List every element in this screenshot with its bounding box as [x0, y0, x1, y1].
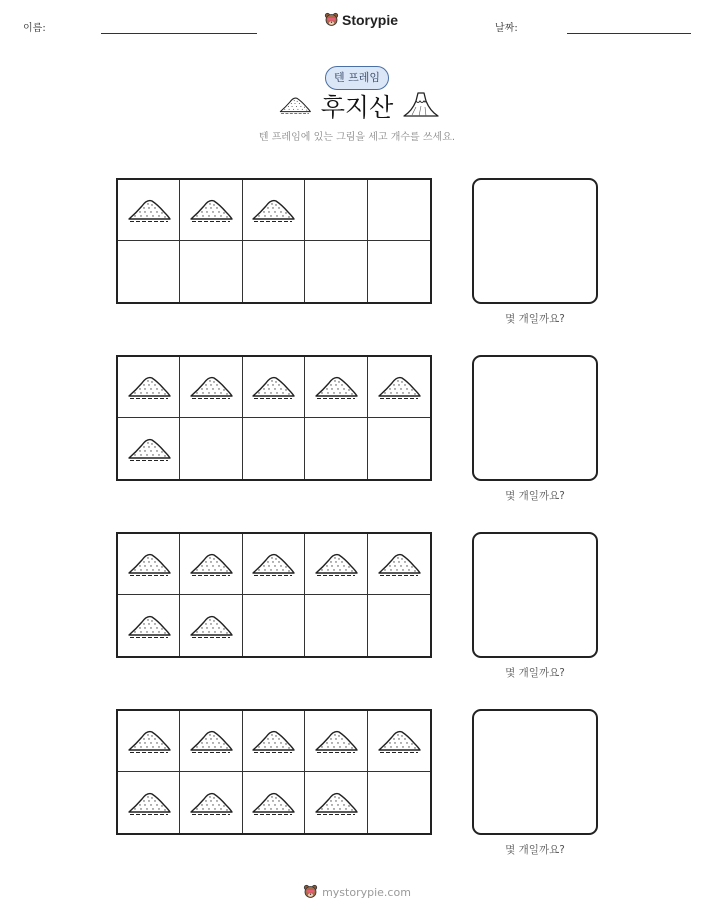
sand-pile-icon: [126, 611, 172, 641]
frame-cell: [305, 241, 367, 302]
frame-cell: [368, 418, 430, 479]
ten-frame-4: [116, 709, 432, 835]
frame-cell: [305, 711, 367, 772]
sand-pile-icon: [376, 549, 422, 579]
frame-cell: [243, 595, 305, 656]
frame-cell: [118, 241, 180, 302]
name-line[interactable]: [101, 33, 257, 34]
answer-box-1[interactable]: [472, 178, 598, 304]
name-label: 이름:: [23, 23, 46, 34]
frame-cell: [180, 595, 242, 656]
page-title: 후지산: [320, 93, 394, 122]
frame-cell: [368, 357, 430, 418]
sand-pile-icon: [126, 195, 172, 225]
sand-pile-icon: [188, 549, 234, 579]
sand-pile-icon: [126, 726, 172, 756]
sand-pile-icon: [376, 726, 422, 756]
frame-cell: [180, 711, 242, 772]
answer-box-2[interactable]: [472, 355, 598, 481]
ten-frame-1: [116, 178, 432, 304]
frame-cell: [305, 534, 367, 595]
frame-cell: [368, 711, 430, 772]
frame-cell: [368, 534, 430, 595]
sand-pile-icon: [250, 195, 296, 225]
question-label-1: 몇 개일까요?: [505, 313, 565, 325]
frame-cell: [305, 180, 367, 241]
sand-pile-icon: [126, 788, 172, 818]
sand-pile-icon: [126, 549, 172, 579]
frame-cell: [118, 180, 180, 241]
sand-pile-icon: [250, 549, 296, 579]
frame-cell: [368, 180, 430, 241]
bear-mascot-icon: [324, 12, 339, 28]
frame-cell: [368, 241, 430, 302]
sand-pile-icon: [313, 372, 359, 402]
frame-cell: [243, 534, 305, 595]
ten-frame-3: [116, 532, 432, 658]
sand-pile-icon: [250, 372, 296, 402]
bear-mascot-icon: [303, 884, 318, 900]
frame-cell: [180, 772, 242, 833]
frame-cell: [243, 180, 305, 241]
frame-cell: [305, 418, 367, 479]
frame-cell: [118, 711, 180, 772]
brand-logo: [324, 12, 398, 28]
ten-frame-2: [116, 355, 432, 481]
sand-pile-icon: [188, 195, 234, 225]
sand-pile-icon: [313, 726, 359, 756]
frame-cell: [118, 418, 180, 479]
question-label-4: 몇 개일까요?: [505, 844, 565, 856]
frame-cell: [368, 772, 430, 833]
frame-cell: [243, 241, 305, 302]
frame-cell: [118, 595, 180, 656]
frame-cell: [305, 595, 367, 656]
frame-cell: [305, 357, 367, 418]
sand-pile-icon: [188, 372, 234, 402]
footer: [0, 884, 714, 900]
footer-url[interactable]: mystorypie.com: [322, 885, 411, 899]
frame-cell: [243, 772, 305, 833]
frame-cell: [118, 772, 180, 833]
sand-pile-icon: [188, 611, 234, 641]
sand-pile-icon: [188, 726, 234, 756]
sand-pile-icon: [278, 94, 312, 116]
sand-pile-icon: [188, 788, 234, 818]
frame-cell: [243, 357, 305, 418]
frame-cell: [180, 418, 242, 479]
sand-pile-icon: [126, 372, 172, 402]
frame-cell: [243, 711, 305, 772]
frame-cell: [180, 180, 242, 241]
date-line[interactable]: [567, 33, 691, 34]
sand-pile-icon: [313, 788, 359, 818]
answer-box-4[interactable]: [472, 709, 598, 835]
mount-fuji-icon: [402, 89, 440, 119]
frame-cell: [180, 241, 242, 302]
frame-cell: [118, 534, 180, 595]
frame-cell: [368, 595, 430, 656]
answer-box-3[interactable]: [472, 532, 598, 658]
brand-name: Storypie: [342, 12, 399, 28]
sand-pile-icon: [250, 726, 296, 756]
question-label-2: 몇 개일까요?: [505, 490, 565, 502]
question-label-3: 몇 개일까요?: [505, 667, 565, 679]
frame-cell: [243, 418, 305, 479]
instructions: 텐 프레임에 있는 그림을 세고 개수를 쓰세요.: [258, 132, 456, 143]
sand-pile-icon: [313, 549, 359, 579]
sand-pile-icon: [376, 372, 422, 402]
sand-pile-icon: [126, 434, 172, 464]
sand-pile-icon: [250, 788, 296, 818]
date-label: 날짜:: [495, 23, 518, 34]
category-badge: 텐 프레임: [325, 66, 389, 90]
frame-cell: [180, 357, 242, 418]
frame-cell: [305, 772, 367, 833]
frame-cell: [118, 357, 180, 418]
frame-cell: [180, 534, 242, 595]
